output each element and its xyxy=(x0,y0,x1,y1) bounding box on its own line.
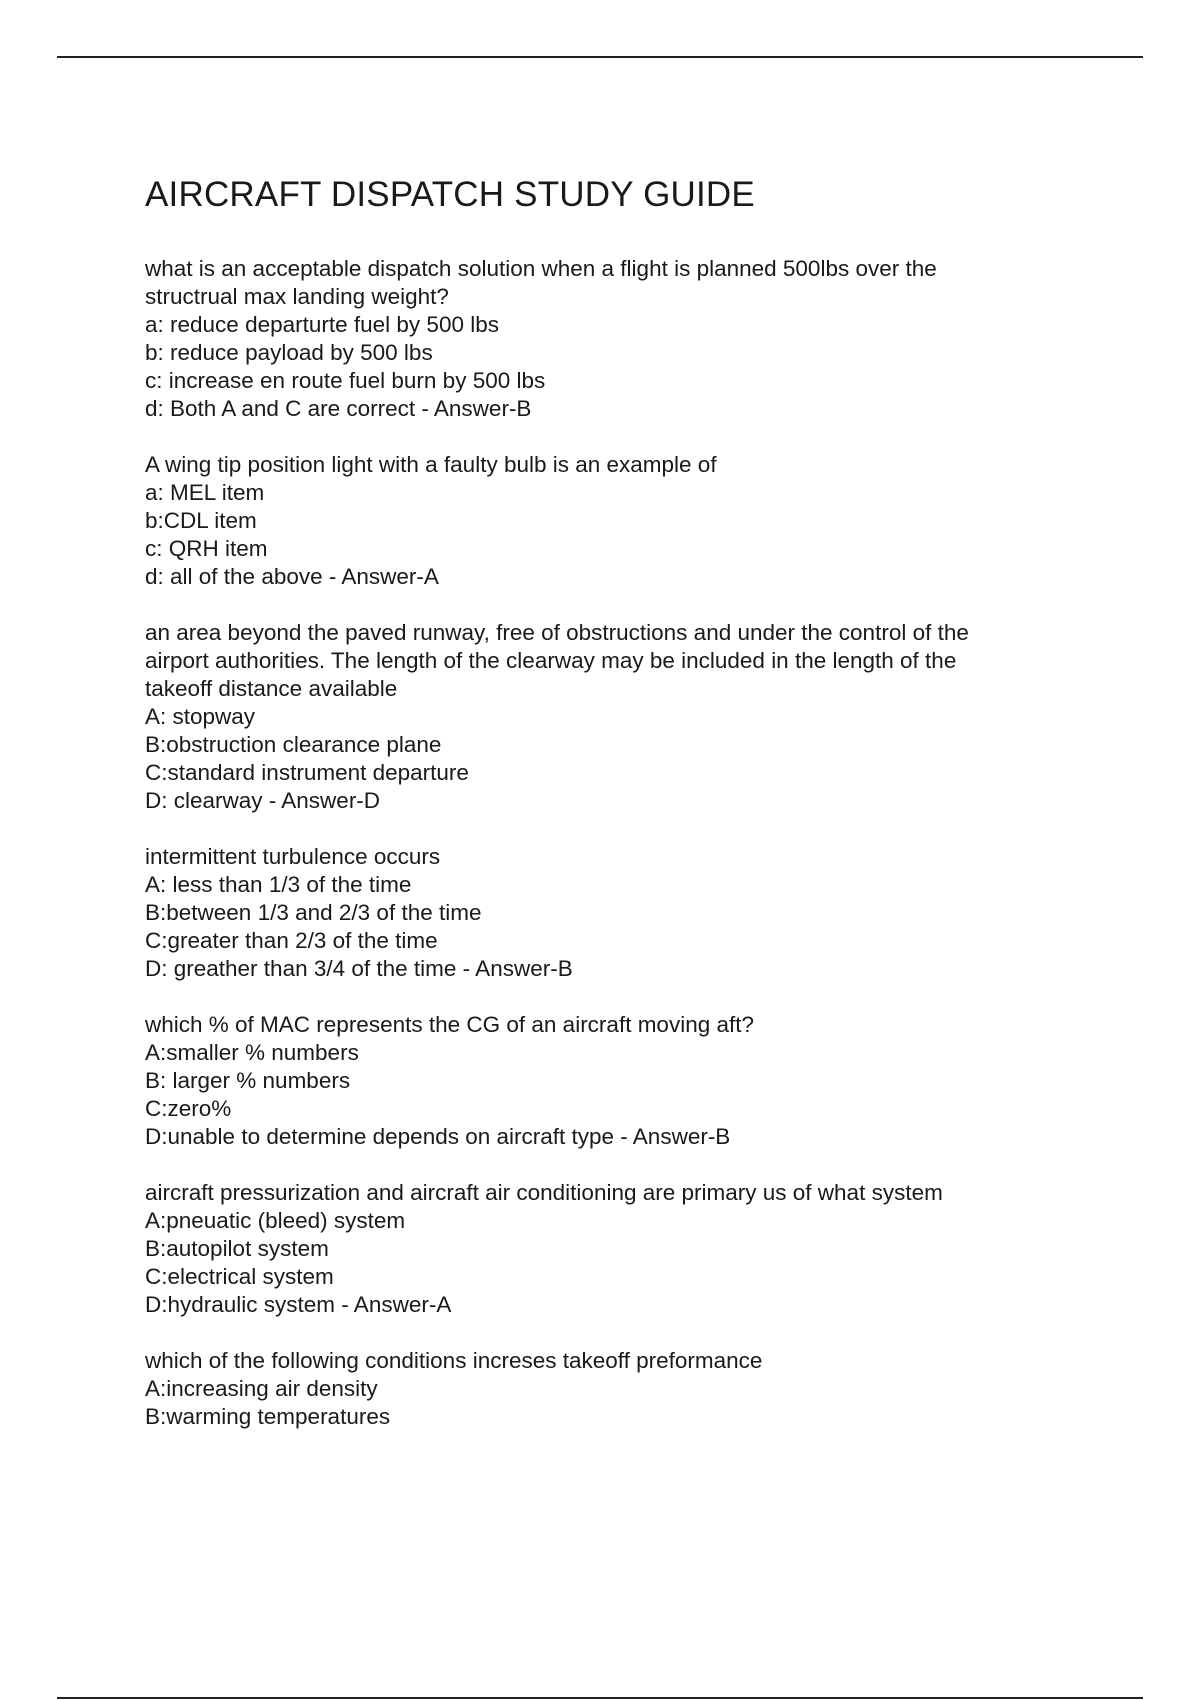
answer-option: B:between 1/3 and 2/3 of the time xyxy=(145,900,482,925)
question-text: which % of MAC represents the CG of an aircraft moving aft? xyxy=(145,1012,755,1037)
answer-option: D: greather than 3/4 of the time - Answer-B xyxy=(145,956,573,981)
question-text: takeoff distance available xyxy=(145,676,398,701)
answer-option: A:pneuatic (bleed) system xyxy=(145,1208,406,1233)
question-list xyxy=(145,255,1065,1431)
question-text: which of the following conditions increses takeoff preformance xyxy=(145,1348,763,1373)
answer-option: C:greater than 2/3 of the time xyxy=(145,928,438,953)
answer-option: D: clearway - Answer-D xyxy=(145,788,381,813)
question-text: structrual max landing weight? xyxy=(145,284,449,309)
question-block xyxy=(145,1011,1065,1151)
answer-option: B:warming temperatures xyxy=(145,1404,391,1429)
answer-option: d: all of the above - Answer-A xyxy=(145,564,439,589)
question-block xyxy=(145,1347,1065,1431)
answer-option: A: stopway xyxy=(145,704,256,729)
answer-option: c: increase en route fuel burn by 500 lbs xyxy=(145,368,546,393)
question-text: aircraft pressurization and aircraft air conditioning are primary us of what system xyxy=(145,1180,943,1205)
answer-option: A: less than 1/3 of the time xyxy=(145,872,412,897)
answer-option: D:unable to determine depends on aircraft type - Answer-B xyxy=(145,1124,731,1149)
page-title: AIRCRAFT DISPATCH STUDY GUIDE xyxy=(145,175,755,214)
footer-rule xyxy=(57,1697,1143,1699)
question-block xyxy=(145,451,1065,591)
answer-option: A:increasing air density xyxy=(145,1376,378,1401)
question-text: A wing tip position light with a faulty bulb is an example of xyxy=(145,452,717,477)
question-block xyxy=(145,619,1065,815)
question-text: airport authorities. The length of the clearway may be included in the length of the xyxy=(145,648,957,673)
document-body xyxy=(145,172,1065,1459)
answer-option: b:CDL item xyxy=(145,508,257,533)
answer-option: B:obstruction clearance plane xyxy=(145,732,442,757)
answer-option: B:autopilot system xyxy=(145,1236,329,1261)
answer-option: d: Both A and C are correct - Answer-B xyxy=(145,396,532,421)
answer-option: C:standard instrument departure xyxy=(145,760,469,785)
question-text: intermittent turbulence occurs xyxy=(145,844,441,869)
header-rule xyxy=(57,56,1143,58)
answer-option: a: reduce departurte fuel by 500 lbs xyxy=(145,312,499,337)
question-block xyxy=(145,843,1065,983)
question-block xyxy=(145,1179,1065,1319)
question-text: what is an acceptable dispatch solution when a flight is planned 500lbs over the xyxy=(145,256,937,281)
answer-option: a: MEL item xyxy=(145,480,265,505)
answer-option: c: QRH item xyxy=(145,536,268,561)
answer-option: C:zero% xyxy=(145,1096,232,1121)
answer-option: A:smaller % numbers xyxy=(145,1040,359,1065)
question-block xyxy=(145,255,1065,423)
question-text: an area beyond the paved runway, free of obstructions and under the control of the xyxy=(145,620,969,645)
answer-option: b: reduce payload by 500 lbs xyxy=(145,340,433,365)
answer-option: C:electrical system xyxy=(145,1264,334,1289)
answer-option: B: larger % numbers xyxy=(145,1068,351,1093)
answer-option: D:hydraulic system - Answer-A xyxy=(145,1292,452,1317)
